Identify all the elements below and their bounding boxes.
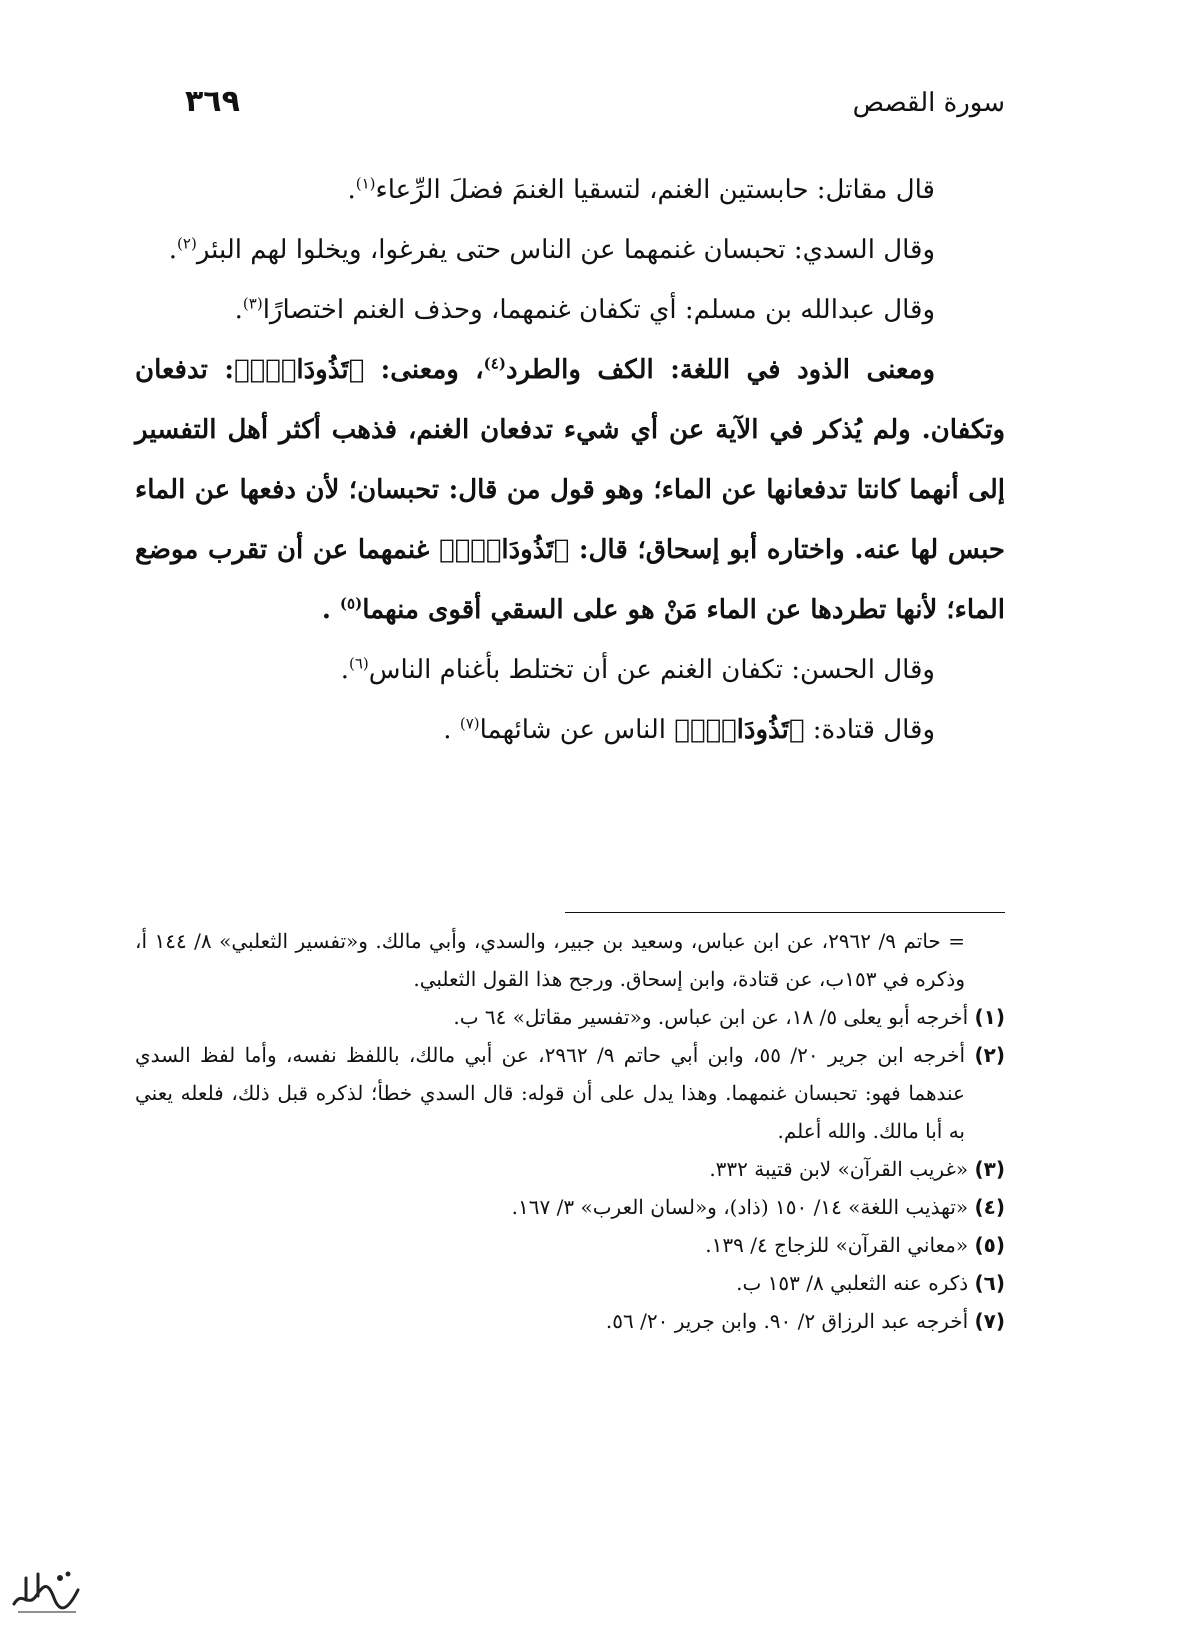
quran-word: ﴿تَذُودَانِۖ﴾: [674, 715, 805, 745]
footnote-1: (١) أخرجه أبو يعلى ٥/ ١٨، عن ابن عباس. و«تفسير مقاتل» ٦٤ ب.: [453, 1005, 1005, 1029]
page-number: ٣٦٩: [185, 84, 240, 119]
footnotes: [135, 922, 1005, 1340]
main-text: [135, 160, 1005, 760]
footnote-6: (٦) ذكره عنه الثعلبي ٨/ ١٥٣ ب.: [736, 1271, 1005, 1295]
footnote-divider: [565, 912, 1005, 913]
footnote-ref-6[interactable]: (٦): [348, 654, 369, 673]
paragraph-suddi: وقال السدي: تحبسان غنمهما عن الناس حتى يفرغوا، ويخلوا لهم البئر$^{(٢)}$.: [168, 234, 935, 265]
footnote-3: (٣) «غريب القرآن» لابن قتيبة ٣٣٢.: [709, 1157, 1005, 1181]
paragraph-meaning: ومعنى الذود في اللغة: الكف والطرد$^{(٤)}$، ومعنى: ﴿تَذُودَانِۖ﴾: تدفعان وتكفان. ولم يُذكر في الآية عن أي شيء تدفعان الغنم، فذهب أكثر أهل التفسير إلى أنهما كانتا تدفعانها عن الماء؛ وهو قول من قال: تحبسان؛ لأن دفعها عن الماء حبس لها عنه. واختاره أبو إسحاق؛ قال: ﴿تَذُودَانِۖ﴾ غنمهما عن أن تقرب موضع الماء؛ لأنها تطردها عن الماء مَنْ هو على السقي أقوى منهما$^{(٥)}$ .: [135, 354, 1005, 625]
footnote-continuation: = حاتم ٩/ ٢٩٦٢، عن ابن عباس، وسعيد بن جبير، والسدي، وأبي مالك. و«تفسير الثعلبي» ٨/ ١٤٤ أ، وذكره في ١٥٣ب، عن قتادة، وابن إسحاق. ورجح هذا القول الثعلبي.: [135, 929, 965, 991]
footnote-ref-3[interactable]: (٣): [242, 294, 263, 313]
paragraph-muqatil: قال مقاتل: حابستين الغنم، لتسقيا الغنمَ فضلَ الرِّعاء$^{(١)}$.: [347, 174, 935, 205]
footnote-7: (٧) أخرجه عبد الرزاق ٢/ ٩٠. وابن جرير ٢٠/ ٥٦.: [605, 1309, 1005, 1333]
paragraph-qatada: وقال قتادة: ﴿تَذُودَانِۖ﴾ الناس عن شائهما$^{(٧)}$ .: [443, 714, 935, 745]
footnote-ref-5[interactable]: (٥): [339, 594, 363, 613]
paragraph-hasan: وقال الحسن: تكفان الغنم عن أن تختلط بأغنام الناس$^{(٦)}$.: [340, 654, 935, 685]
footnote-4: (٤) «تهذيب اللغة» ١٤/ ١٥٠ (ذاد)، و«لسان العرب» ٣/ ١٦٧.: [511, 1195, 1005, 1219]
surah-name: سورة القصص: [852, 88, 1005, 118]
quran-word: ﴿تَذُودَانِۖ﴾: [438, 535, 570, 565]
paragraph-abdullah: وقال عبدالله بن مسلم: أي تكفان غنمهما، وحذف الغنم اختصارًا$^{(٣)}$.: [234, 294, 935, 325]
publisher-logo-icon: [8, 1560, 88, 1620]
quran-word: ﴿تَذُودَانِۖ﴾: [233, 355, 365, 385]
footnote-5: (٥) «معاني القرآن» للزجاج ٤/ ١٣٩.: [705, 1233, 1005, 1257]
footnote-ref-4[interactable]: (٤): [483, 354, 506, 373]
footnote-ref-7[interactable]: (٧): [459, 714, 480, 733]
footnote-ref-1[interactable]: (١): [355, 174, 376, 193]
footnote-2: (٢) أخرجه ابن جرير ٢٠/ ٥٥، وابن أبي حاتم ٩/ ٢٩٦٢، عن أبي مالك، باللفظ نفسه، وأما لفظ السدي عندهما فهو: تحبسان غنمهما. وهذا يدل على أن قوله: قال السدي خطأ؛ لذكره قبل ذلك، فلعله يعني به أبا مالك. والله أعلم.: [135, 1043, 1005, 1143]
footnote-ref-2[interactable]: (٢): [177, 234, 197, 253]
page-header: [185, 84, 1005, 138]
